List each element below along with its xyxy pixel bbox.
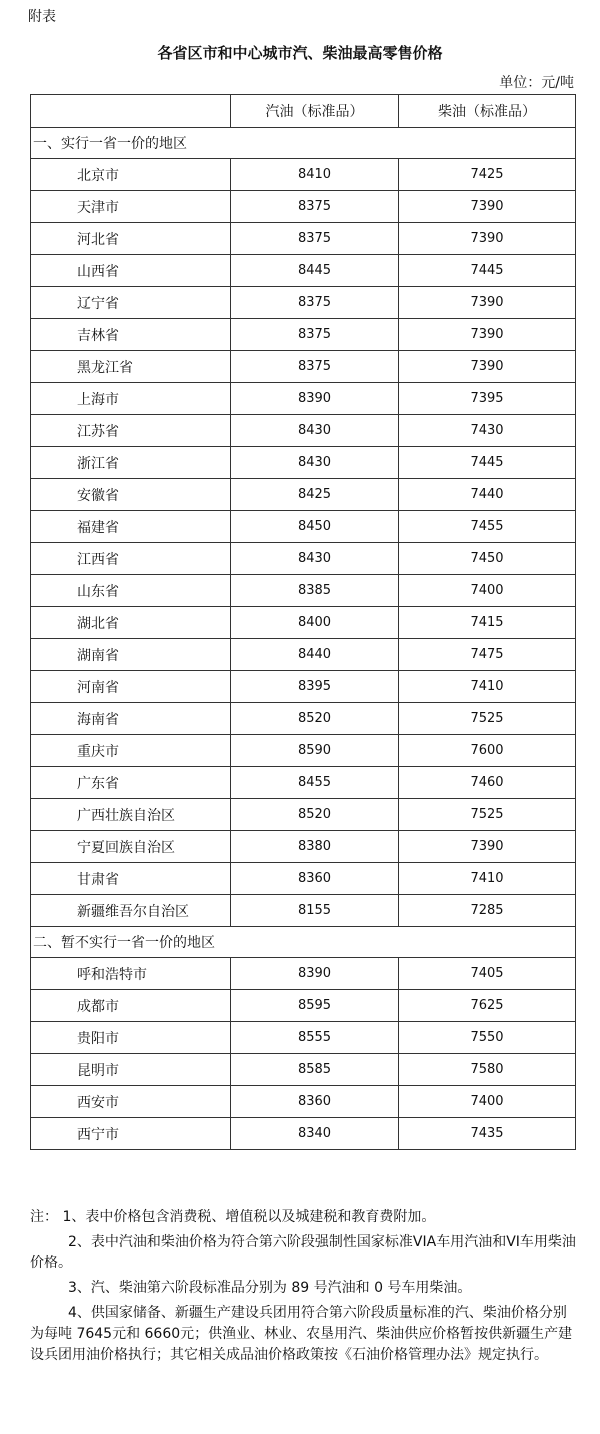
gasoline-price-cell: 8425	[231, 479, 399, 511]
table-row	[31, 831, 576, 863]
diesel-price-cell: 7435	[399, 1118, 576, 1150]
gasoline-price-cell: 8520	[231, 703, 399, 735]
region-name-cell: 河南省	[31, 671, 231, 703]
gasoline-price-cell: 8390	[231, 383, 399, 415]
header-diesel: 柴油（标准品）	[399, 95, 576, 128]
diesel-price-cell: 7410	[399, 671, 576, 703]
gasoline-price-cell: 8400	[231, 607, 399, 639]
table-row	[31, 1054, 576, 1086]
diesel-price-cell: 7400	[399, 1086, 576, 1118]
table-row	[31, 223, 576, 255]
gasoline-price-cell: 8555	[231, 1022, 399, 1054]
region-name-cell: 成都市	[31, 990, 231, 1022]
table-row	[31, 319, 576, 351]
diesel-price-cell: 7430	[399, 415, 576, 447]
header-gasoline: 汽油（标准品）	[231, 95, 399, 128]
table-row	[31, 351, 576, 383]
gasoline-price-cell: 8450	[231, 511, 399, 543]
diesel-price-cell: 7425	[399, 159, 576, 191]
region-name-cell: 江西省	[31, 543, 231, 575]
region-name-cell: 安徽省	[31, 479, 231, 511]
table-row	[31, 990, 576, 1022]
diesel-price-cell: 7525	[399, 703, 576, 735]
table-row	[31, 895, 576, 927]
note-1: 注： 1、表中价格包含消费税、增值税以及城建税和教育费附加。	[30, 1209, 436, 1225]
diesel-price-cell: 7390	[399, 351, 576, 383]
gasoline-price-cell: 8375	[231, 319, 399, 351]
diesel-price-cell: 7625	[399, 990, 576, 1022]
table-row	[31, 159, 576, 191]
gasoline-price-cell: 8340	[231, 1118, 399, 1150]
table-row	[31, 383, 576, 415]
table-row	[31, 607, 576, 639]
appendix-label: 附表	[28, 9, 56, 25]
region-name-cell: 湖南省	[31, 639, 231, 671]
diesel-price-cell: 7390	[399, 223, 576, 255]
region-name-cell: 西安市	[31, 1086, 231, 1118]
diesel-price-cell: 7525	[399, 799, 576, 831]
region-name-cell: 山西省	[31, 255, 231, 287]
table-row	[31, 767, 576, 799]
diesel-price-cell: 7440	[399, 479, 576, 511]
note-3: 3、汽、柴油第六阶段标准品分别为 89 号汽油和 0 号车用柴油。	[68, 1280, 472, 1296]
region-name-cell: 广东省	[31, 767, 231, 799]
region-name-cell: 河北省	[31, 223, 231, 255]
region-name-cell: 西宁市	[31, 1118, 231, 1150]
table-row	[31, 415, 576, 447]
gasoline-price-cell: 8375	[231, 223, 399, 255]
diesel-price-cell: 7445	[399, 255, 576, 287]
table-row	[31, 703, 576, 735]
gasoline-price-cell: 8375	[231, 191, 399, 223]
table-row	[31, 671, 576, 703]
table-row	[31, 575, 576, 607]
diesel-price-cell: 7415	[399, 607, 576, 639]
table-row	[31, 255, 576, 287]
gasoline-price-cell: 8595	[231, 990, 399, 1022]
gasoline-price-cell: 8455	[231, 767, 399, 799]
region-name-cell: 吉林省	[31, 319, 231, 351]
region-name-cell: 浙江省	[31, 447, 231, 479]
gasoline-price-cell: 8390	[231, 958, 399, 990]
region-name-cell: 天津市	[31, 191, 231, 223]
diesel-price-cell: 7580	[399, 1054, 576, 1086]
region-name-cell: 重庆市	[31, 735, 231, 767]
table-row	[31, 1022, 576, 1054]
region-name-cell: 黑龙江省	[31, 351, 231, 383]
gasoline-price-cell: 8445	[231, 255, 399, 287]
region-name-cell: 北京市	[31, 159, 231, 191]
region-name-cell: 昆明市	[31, 1054, 231, 1086]
gasoline-price-cell: 8585	[231, 1054, 399, 1086]
diesel-price-cell: 7600	[399, 735, 576, 767]
region-name-cell: 新疆维吾尔自治区	[31, 895, 231, 927]
table-row	[31, 1118, 576, 1150]
region-name-cell: 海南省	[31, 703, 231, 735]
diesel-price-cell: 7445	[399, 447, 576, 479]
region-name-cell: 宁夏回族自治区	[31, 831, 231, 863]
diesel-price-cell: 7390	[399, 191, 576, 223]
gasoline-price-cell: 8430	[231, 543, 399, 575]
diesel-price-cell: 7390	[399, 831, 576, 863]
region-name-cell: 上海市	[31, 383, 231, 415]
note-2: 2、表中汽油和柴油价格为符合第六阶段强制性国家标准VIA车用汽油和VI车用柴油价格。	[30, 1234, 576, 1271]
table-row	[31, 191, 576, 223]
gasoline-price-cell: 8375	[231, 287, 399, 319]
diesel-price-cell: 7285	[399, 895, 576, 927]
table-row	[31, 447, 576, 479]
gasoline-price-cell: 8410	[231, 159, 399, 191]
gasoline-price-cell: 8375	[231, 351, 399, 383]
diesel-price-cell: 7455	[399, 511, 576, 543]
region-name-cell: 甘肃省	[31, 863, 231, 895]
table-row	[31, 511, 576, 543]
table-row	[31, 958, 576, 990]
document-title: 各省区市和中心城市汽、柴油最高零售价格	[157, 44, 443, 62]
table-header-row	[31, 95, 576, 128]
table-row	[31, 543, 576, 575]
diesel-price-cell: 7550	[399, 1022, 576, 1054]
table-row	[31, 799, 576, 831]
region-name-cell: 广西壮族自治区	[31, 799, 231, 831]
region-name-cell: 辽宁省	[31, 287, 231, 319]
region-name-cell: 贵阳市	[31, 1022, 231, 1054]
diesel-price-cell: 7400	[399, 575, 576, 607]
note-4: 4、供国家储备、新疆生产建设兵团用符合第六阶段质量标准的汽、柴油价格分别为每吨 7645元和 6660元；供渔业、林业、农垦用汽、柴油供应价格暂按供新疆生产建设兵团用油价格执行；其它相关成品油价格政策按《石油价格管理办法》规定执行。	[30, 1305, 573, 1363]
table-row	[31, 735, 576, 767]
diesel-price-cell: 7475	[399, 639, 576, 671]
unit-label: 单位：元/吨	[499, 75, 574, 91]
gasoline-price-cell: 8155	[231, 895, 399, 927]
diesel-price-cell: 7450	[399, 543, 576, 575]
gasoline-price-cell: 8520	[231, 799, 399, 831]
price-table	[30, 94, 576, 1150]
gasoline-price-cell: 8440	[231, 639, 399, 671]
diesel-price-cell: 7405	[399, 958, 576, 990]
header-region	[31, 95, 231, 128]
section2-header-row	[31, 927, 576, 958]
section-title: 一、实行一省一价的地区	[31, 128, 576, 159]
gasoline-price-cell: 8590	[231, 735, 399, 767]
diesel-price-cell: 7410	[399, 863, 576, 895]
notes-section	[30, 1207, 578, 1370]
gasoline-price-cell: 8430	[231, 447, 399, 479]
region-name-cell: 山东省	[31, 575, 231, 607]
gasoline-price-cell: 8360	[231, 1086, 399, 1118]
diesel-price-cell: 7395	[399, 383, 576, 415]
table-row	[31, 287, 576, 319]
section1-header-row	[31, 128, 576, 159]
gasoline-price-cell: 8380	[231, 831, 399, 863]
table-row	[31, 1086, 576, 1118]
gasoline-price-cell: 8395	[231, 671, 399, 703]
region-name-cell: 江苏省	[31, 415, 231, 447]
table-row	[31, 479, 576, 511]
region-name-cell: 福建省	[31, 511, 231, 543]
gasoline-price-cell: 8385	[231, 575, 399, 607]
diesel-price-cell: 7390	[399, 287, 576, 319]
gasoline-price-cell: 8360	[231, 863, 399, 895]
section-title: 二、暂不实行一省一价的地区	[31, 927, 576, 958]
diesel-price-cell: 7460	[399, 767, 576, 799]
diesel-price-cell: 7390	[399, 319, 576, 351]
gasoline-price-cell: 8430	[231, 415, 399, 447]
table-row	[31, 863, 576, 895]
region-name-cell: 湖北省	[31, 607, 231, 639]
table-row	[31, 639, 576, 671]
region-name-cell: 呼和浩特市	[31, 958, 231, 990]
